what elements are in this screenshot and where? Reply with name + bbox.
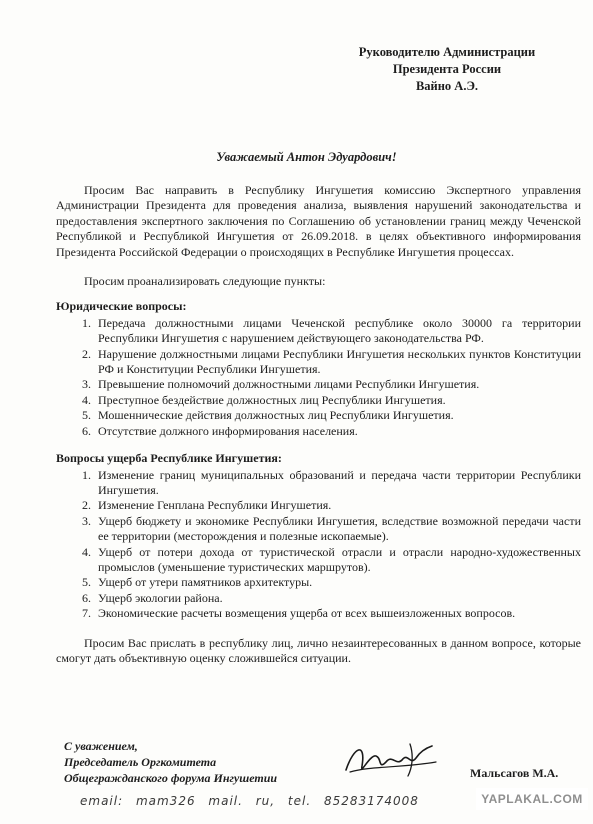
intro-paragraph: Просим Вас направить в Республику Ингушетия комиссию Экспертного управления Администрации Президента для проведения анализа, выявления нарушений законодательства и предоставления экспертного заключения по Соглашению об установлении границ между Чеченской Республикой и Республикой Ингушетия от 26.09.2018. в целях объективного информирования Президента Российской Федерации о происходящих в Республике Ингушетия процессах. xyxy=(56,183,581,259)
list-item: 1. Изменение границ муниципальных образований и передача части территории Республики Ингушетия. xyxy=(94,468,581,499)
list-item: 4. Преступное бездействие должностных лиц Республики Ингушетия. xyxy=(94,393,581,408)
watermark: YAPLAKAL.COM xyxy=(476,788,588,810)
legal-section-title: Юридические вопросы: xyxy=(56,299,187,314)
list-item: 6. Ущерб экологии района. xyxy=(94,591,581,606)
closing-block xyxy=(64,738,354,786)
closing-line-3: Общегражданского форума Ингушетии xyxy=(64,771,278,785)
list-item: 5. Мошеннические действия должностных лиц Республики Ингушетия. xyxy=(94,408,581,423)
addressee-line-1: Руководителю Администрации xyxy=(358,45,536,59)
closing-line-1: С уважением, xyxy=(64,739,138,753)
signer-name: Мальсагов М.А. xyxy=(470,766,559,780)
list-item: 3. Ущерб бюджету и экономике Республики Ингушетия, вследствие возможной передачи части ее территории (месторождения и полезные ископаемые). xyxy=(94,514,581,545)
letter-body xyxy=(56,183,581,666)
list-item: 2. Изменение Генплана Республики Ингушетия. xyxy=(94,498,581,513)
list-item: 7. Экономические расчеты возмещения ущерба от всех вышеизложенных вопросов. xyxy=(94,606,581,621)
addressee-block xyxy=(332,44,562,95)
request-paragraph: Просим Вас прислать в республику лиц, лично незаинтересованных в данном вопросе, которые смогут дать объективную оценку сложившейся ситуации. xyxy=(56,635,581,665)
list-item: 3. Превышение полномочий должностными лицами Республики Ингушетия. xyxy=(94,377,581,392)
closing-line-2: Председатель Оргкомитета xyxy=(64,755,217,769)
signature-image xyxy=(340,736,440,784)
salutation: Уважаемый Антон Эдуардович! xyxy=(216,150,397,164)
addressee-line-2: Президента России xyxy=(392,62,502,76)
analyze-paragraph: Просим проанализировать следующие пункты: xyxy=(84,274,326,289)
damage-issues-list xyxy=(56,468,581,622)
addressee-line-3: Вайно А.Э. xyxy=(415,79,479,93)
list-item: 5. Ущерб от утери памятников архитектуры. xyxy=(94,575,581,590)
list-item: 2. Нарушение должностными лицами Республики Ингушетия нескольких пунктов Конституции РФ и Конституции Республики Ингушетия. xyxy=(94,347,581,378)
list-item: 4. Ущерб от потери дохода от туристической отрасли и отрасли народно-художественных промыслов (уменьшение туристических маршрутов). xyxy=(94,545,581,576)
list-item: 6. Отсутствие должного информирования населения. xyxy=(94,424,581,439)
legal-issues-list xyxy=(56,316,581,439)
handwritten-contact: email: mam326 mail. ru, tel. 85283174008 xyxy=(80,794,419,808)
list-item: 1. Передача должностными лицами Чеченской республике около 30000 га территории Республики Ингушетия с нарушением действующего законодательства РФ. xyxy=(94,316,581,347)
damage-section-title: Вопросы ущерба Республике Ингушетия: xyxy=(56,451,282,466)
